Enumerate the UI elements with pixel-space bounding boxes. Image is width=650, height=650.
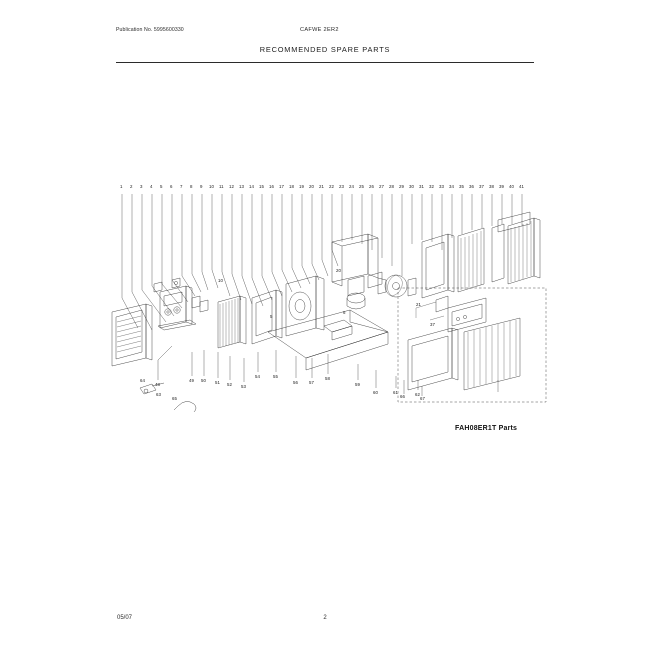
callout-number: 27	[379, 184, 384, 189]
callout-number: 6	[170, 184, 173, 189]
header-divider	[116, 62, 534, 63]
callout-number: 28	[389, 184, 394, 189]
callout-number: 41	[519, 184, 524, 189]
callout-number: 17	[279, 184, 284, 189]
callout-number: 16	[269, 184, 274, 189]
callout-number: 48	[155, 382, 160, 387]
callout-number: 58	[325, 376, 330, 381]
callout-number: 24	[349, 184, 354, 189]
callout-number: 32	[429, 184, 434, 189]
callout-number: 39	[499, 184, 504, 189]
callout-number: 31	[419, 184, 424, 189]
callout-number: 5	[160, 184, 163, 189]
page-header	[0, 27, 650, 39]
callout-number: 65	[172, 396, 177, 401]
callout-number: 26	[369, 184, 374, 189]
callout-number: 19	[299, 184, 304, 189]
callout-number: 57	[309, 380, 314, 385]
callout-number: 21	[416, 302, 421, 307]
callout-number: 22	[329, 184, 334, 189]
callout-number: 54	[255, 374, 260, 379]
callout-number: 59	[355, 382, 360, 387]
callout-number: 51	[215, 380, 220, 385]
callout-number: 2	[130, 184, 133, 189]
callout-number: 14	[249, 184, 254, 189]
callout-number: 23	[339, 184, 344, 189]
callout-number: 33	[439, 184, 444, 189]
callout-number: 10	[209, 184, 214, 189]
callout-number: 20	[336, 268, 341, 273]
callout-number: 21	[319, 184, 324, 189]
callout-number: 37	[479, 184, 484, 189]
callout-number: 3	[140, 184, 143, 189]
footer-date: 05/07	[117, 615, 133, 621]
callout-number: 34	[449, 184, 454, 189]
callout-number: 67	[420, 396, 425, 401]
page-title: RECOMMENDED SPARE PARTS	[259, 45, 391, 54]
diagram-artwork	[100, 180, 550, 450]
callout-number: 4	[150, 184, 153, 189]
callout-number: 38	[489, 184, 494, 189]
callout-number: 37	[430, 322, 435, 327]
callout-number: 50	[201, 378, 206, 383]
callout-number: 30	[409, 184, 414, 189]
callout-number: 6	[343, 310, 346, 315]
callout-number: 7	[180, 184, 183, 189]
callout-number: 40	[509, 184, 514, 189]
callout-number: 62	[415, 392, 420, 397]
callout-number: 9	[200, 184, 203, 189]
callout-number: 25	[359, 184, 364, 189]
model-number: CAFWE 2ER2	[300, 27, 339, 33]
callout-number: 18	[289, 184, 294, 189]
callout-number: 64	[140, 378, 145, 383]
callout-number: 66	[400, 394, 405, 399]
footer-page-number: 2	[323, 615, 327, 621]
callout-number: 10	[218, 278, 223, 283]
callout-number: 29	[399, 184, 404, 189]
callout-number: 5	[270, 314, 273, 319]
callout-number: 12	[229, 184, 234, 189]
callout-number: 55	[273, 374, 278, 379]
callout-number: 13	[239, 184, 244, 189]
publication-number: Publication No. 5995600330	[116, 27, 184, 33]
callout-number: 63	[156, 392, 161, 397]
callout-number: 60	[373, 390, 378, 395]
callout-number: 49	[189, 378, 194, 383]
callout-number: 8	[190, 184, 193, 189]
callout-number: 61	[393, 390, 398, 395]
callout-number: 53	[241, 384, 246, 389]
callout-number: 1	[120, 184, 123, 189]
callout-number: 15	[259, 184, 264, 189]
sub-assembly-label: FAH08ER1T Parts	[455, 425, 518, 432]
exploded-parts-diagram	[100, 180, 550, 450]
callout-number: 35	[459, 184, 464, 189]
callout-number: 36	[469, 184, 474, 189]
callout-number: 11	[219, 184, 224, 189]
callout-number: 52	[227, 382, 232, 387]
callout-number: 20	[309, 184, 314, 189]
callout-number: 56	[293, 380, 298, 385]
